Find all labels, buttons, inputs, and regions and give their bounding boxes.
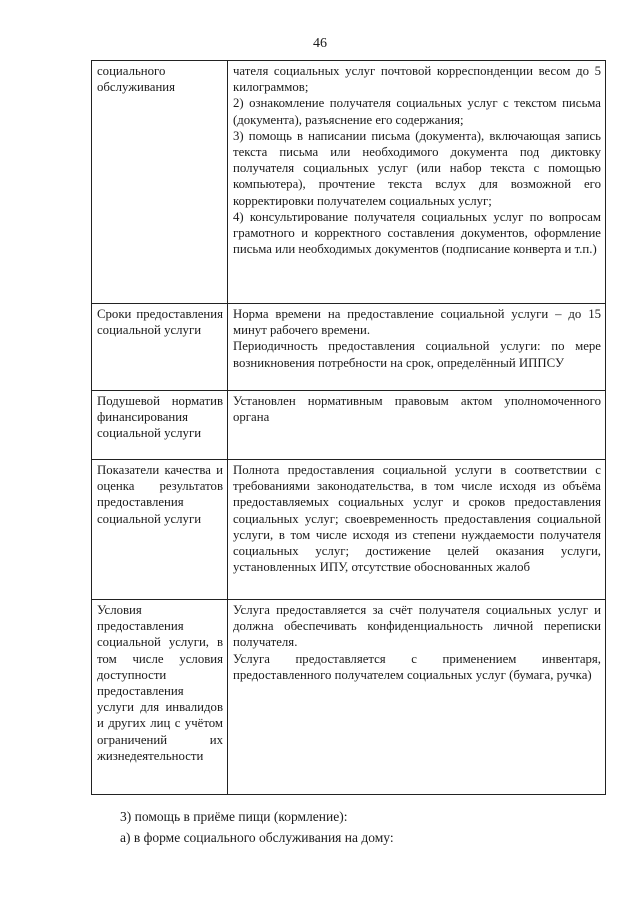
content-paragraph: 3) помощь в написании письма (документа), включающая запись текста письма или необходимого документа под диктовку получателя социальных услуг (или набор текста с помощью компьютера), прочтение текста вслух для возможной его корректировки получателем социальных услуг; [233,128,601,208]
row-content [228,391,606,460]
row-label: Условия предоставления социальной услуги, в том числе условия доступности предоставления услуги для инвалидов и других лиц с учётом ограничений их жизнедеятельности [92,600,228,795]
content-paragraph: 4) консультирование получателя социальных услуг по вопросам грамотного и корректного составления документов, оформление письма или необходимых документов (подписание конверта и т.п.) [233,209,601,257]
row-content [228,61,606,304]
table-row [92,391,606,460]
content-paragraph: Полнота предоставления социальной услуги в соответствии с требованиями законодательства, в том числе исходя из объёма предоставляемых социальных услуг и сроков предоставления социальных услуг; своевременность предоставления социальной услуги, в том числе исходя из степени нуждаемости получателя социальных услуг; достижение целей оказания услуги, установленных ИПУ, отсутствие обоснованных жалоб [233,463,601,575]
following-item-subheading: а) в форме социального обслуживания на дому: [120,830,394,845]
row-label: социального обслуживания [92,61,228,304]
service-description-table [91,60,606,795]
content-paragraph: 2) ознакомление получателя социальных услуг с текстом письма (документа), разъяснение его содержания; [233,96,601,127]
table-row [92,600,606,795]
content-paragraph: Норма времени на предоставление социальной услуги – до 15 минут рабочего времени. [233,307,601,338]
row-content [228,304,606,391]
row-content [228,600,606,795]
table-row [92,460,606,600]
page-number: 46 [313,36,327,51]
content-paragraph: Услуга предоставляется за счёт получателя социальных услуг и должна обеспечивать конфиденциальность личной переписки получателя. [233,603,601,650]
table-row [92,304,606,391]
row-label: Подушевой норматив финансирования социальной услуги [92,391,228,460]
row-label: Показатели качества и оценка результатов предоставления социальной услуги [92,460,228,600]
row-content [228,460,606,600]
content-paragraph: Периодичность предоставления социальной услуги: по мере возникновения потребности на срок, определённый ИППСУ [233,339,601,370]
table-row [92,61,606,304]
content-paragraph: чателя социальных услуг почтовой корреспонденции весом до 5 килограммов; [233,64,601,95]
content-paragraph: Установлен нормативным правовым актом уполномоченного органа [233,394,601,425]
content-paragraph: Услуга предоставляется с применением инвентаря, предоставленного получателем социальных услуг (бумага, ручка) [233,651,601,682]
following-item-heading: 3) помощь в приёме пищи (кормление): [120,809,348,824]
row-label: Сроки предоставления социальной услуги [92,304,228,391]
